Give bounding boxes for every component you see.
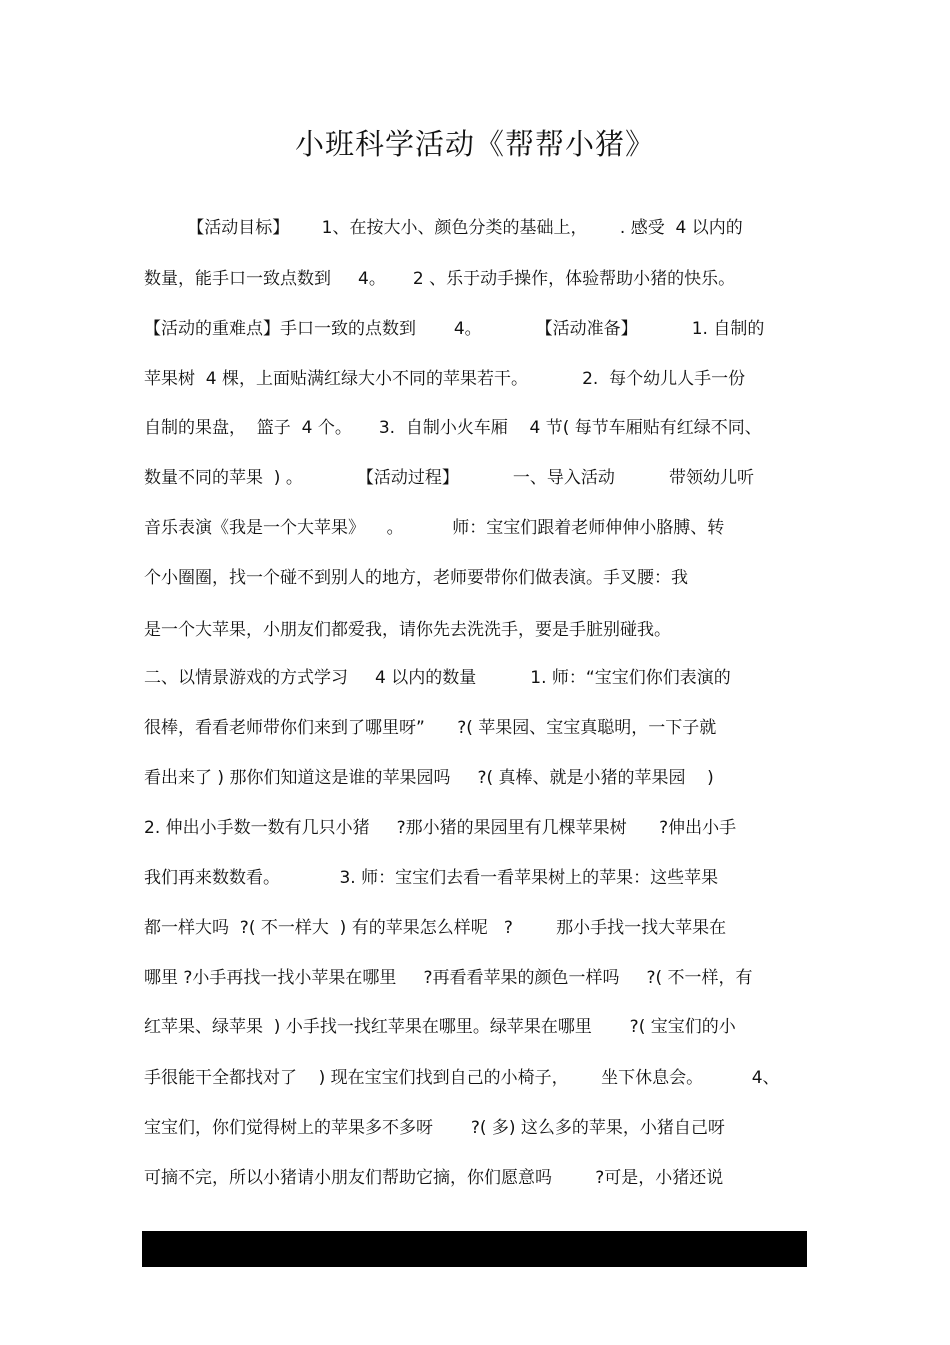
body-line: 二、以情景游戏的方式学习 4 以内的数量 1. 师：“宝宝们你们表演的 <box>144 668 731 688</box>
body-line: 数量，能手口一致点数到 4。 2 、乐于动手操作，体验帮助小猪的快乐。 <box>144 269 736 289</box>
body-line: 哪里 ?小手再找一找小苹果在哪里 ?再看看苹果的颜色一样吗 ?( 不一样，有 <box>144 968 753 988</box>
body-line: 可摘不完，所以小猪请小朋友们帮助它摘，你们愿意吗 ?可是，小猪还说 <box>144 1168 724 1188</box>
body-line: 【活动目标】 1、在按大小、颜色分类的基础上， . 感受 4 以内的 <box>144 218 743 238</box>
body-line: 手很能干全都找对了 ) 现在宝宝们找到自己的小椅子， 坐下休息会。 4、 <box>144 1068 780 1088</box>
body-line: 宝宝们，你们觉得树上的苹果多不多呀 ?( 多) 这么多的苹果，小猪自己呀 <box>144 1118 725 1138</box>
document-title: 小班科学活动《帮帮小猪》 <box>294 127 655 161</box>
body-line: 个小圈圈，找一个碰不到别人的地方，老师要带你们做表演。手叉腰：我 <box>144 568 688 588</box>
body-line: 自制的果盘， 篮子 4 个。 3. 自制小火车厢 4 节( 每节车厢贴有红绿不同、 <box>144 418 762 438</box>
body-line: 红苹果、绿苹果 ) 小手找一找红苹果在哪里。绿苹果在哪里 ?( 宝宝们的小 <box>144 1017 736 1037</box>
body-line: 很棒，看看老师带你们来到了哪里呀” ?( 苹果园、宝宝真聪明，一下子就 <box>144 718 717 738</box>
footer-redaction-bar <box>142 1231 807 1267</box>
body-line: 我们再来数数看。 3. 师：宝宝们去看一看苹果树上的苹果：这些苹果 <box>144 868 719 888</box>
body-line: 苹果树 4 棵，上面贴满红绿大小不同的苹果若干。 2. 每个幼儿人手一份 <box>144 369 746 389</box>
body-line: 是一个大苹果，小朋友们都爱我，请你先去洗洗手，要是手脏别碰我。 <box>144 620 671 640</box>
body-line: 看出来了 ) 那你们知道这是谁的苹果园吗 ?( 真棒、就是小猪的苹果园 ) <box>144 768 714 788</box>
body-line: 数量不同的苹果 ) 。 【活动过程】 一、导入活动 带领幼儿听 <box>144 468 754 488</box>
body-line: 都一样大吗 ?( 不一样大 ) 有的苹果怎么样呢 ? 那小手找一找大苹果在 <box>144 918 727 938</box>
body-line: 音乐表演《我是一个大苹果》 。 师：宝宝们跟着老师伸伸小胳膊、转 <box>144 518 725 538</box>
body-line: 【活动的重难点】手口一致的点数到 4。 【活动准备】 1. 自制的 <box>144 319 765 339</box>
body-line: 2. 伸出小手数一数有几只小猪 ?那小猪的果园里有几棵苹果树 ?伸出小手 <box>144 818 737 838</box>
